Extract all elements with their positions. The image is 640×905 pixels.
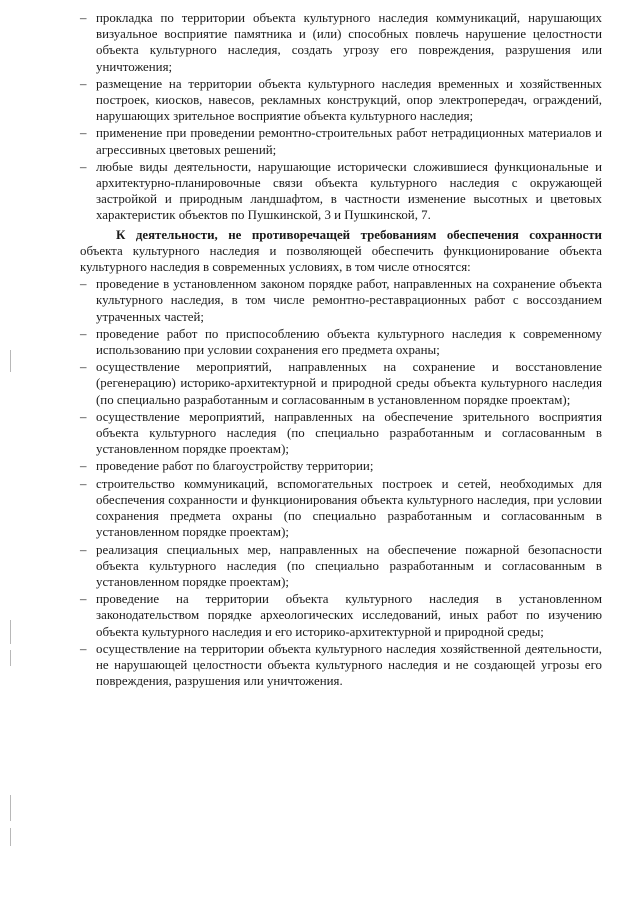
list-item [80,326,602,358]
list-item-text: реализация специальных мер, направленных на обеспечение пожарной безопасности объекта культурного наследия (по специально разработанным и согласованным в установленном порядке проектам); [96,542,602,589]
list-bullet: – [80,159,87,174]
list-item [80,591,602,640]
permitted-activities-list [80,276,602,689]
list-bullet: – [80,277,87,292]
list-bullet: – [80,476,87,491]
list-bullet: – [80,126,87,141]
list-item [80,10,602,75]
list-item-text: проведение в установленном законом порядке работ, направленных на сохранение объекта культурного наследия, в том числе ремонтно-реставрационных работ с воссозданием утраченных частей; [96,277,602,324]
list-bullet: – [80,542,87,557]
list-item-text: осуществление на территории объекта культурного наследия хозяйственной деятельности, не нарушающей целостности объекта культурного наследия и не создающей угрозы его повреждения, разрушения или уничтожения. [96,641,602,689]
margin-scan-mark [10,620,11,644]
list-item [80,542,602,591]
list-bullet: – [80,592,87,607]
list-item [80,276,602,325]
list-item-text: осуществление мероприятий, направленных на сохранение и восстановление (регенерацию) историко-архитектурной и природной среды объекта культурного наследия (по специально разработанным и согласованным в установленном порядке проектам); [96,360,602,407]
list-item-text: осуществление мероприятий, направленных на обеспечение зрительного восприятия объекта культурного наследия (по специально разработанным и согласованным в установленном порядке проектам); [96,409,602,457]
section-heading: К деятельности, не противоречащей требованиям обеспечения сохранности [116,227,602,242]
list-item-text: прокладка по территории объекта культурного наследия коммуникаций, нарушающих визуальное восприятие памятника и (или) способных повлечь нарушение целостности объекта культурного наследия, создать угрозу его повреждения, разрушения или уничтожения; [96,11,602,74]
section-intro: объекта культурного наследия и позволяющей обеспечить функционирование объекта культурного наследия в современных условиях, в том числе относятся: [80,243,602,275]
list-item [80,458,602,474]
list-item [80,159,602,224]
list-item [80,359,602,408]
list-item-text: строительство коммуникаций, вспомогательных построек и сетей, необходимых для обеспечения сохранности и функционирования объекта культурного наследия, при условии сохранения предмета охраны (по специально разработанным и согласованным в установленном порядке проектам); [96,476,602,540]
list-item-text: проведение работ по благоустройству территории; [96,459,374,474]
list-bullet: – [80,459,87,474]
margin-scan-mark [10,350,11,372]
list-item-text: применение при проведении ремонтно-строительных работ нетрадиционных материалов и агрессивных цветовых решений; [96,126,602,157]
list-item-text: проведение работ по приспособлению объекта культурного наследия к современному использованию при условии сохранения его предмета охраны; [96,326,602,358]
list-item [80,76,602,125]
list-item-text: любые виды деятельности, нарушающие исторически сложившиеся функциональные и архитектурно-планировочные связи объекта культурного наследия с окружающей застройкой и природным ландшафтом, в частности изменение высотных и цветовых характеристик объектов по Пушкинской, 3 и Пушкинской, 7. [96,159,602,223]
list-bullet: – [80,409,87,424]
list-bullet: – [80,641,87,656]
document-body [80,10,602,690]
list-item [80,641,602,690]
list-bullet: – [80,360,87,375]
list-item-text: размещение на территории объекта культурного наследия временных и хозяйственных построек, киосков, навесов, рекламных конструкций, опор электропередач, ограждений, нарушающих зрительное восприятие объекта культурного наследия; [96,76,602,124]
list-bullet: – [80,11,87,25]
margin-scan-mark [10,828,11,846]
permitted-section-paragraph [80,227,602,276]
list-item [80,476,602,541]
margin-scan-mark [10,795,11,821]
list-bullet: – [80,76,87,91]
prohibited-activities-list [80,10,602,224]
list-bullet: – [80,326,87,341]
margin-scan-mark [10,650,11,666]
list-item [80,125,602,157]
list-item [80,409,602,458]
list-item-text: проведение на территории объекта культурного наследия в установленном законодательством порядке археологических исследований, иных работ по изучению объекта культурного наследия и его историко-архитектурной и природной среды; [96,592,602,639]
